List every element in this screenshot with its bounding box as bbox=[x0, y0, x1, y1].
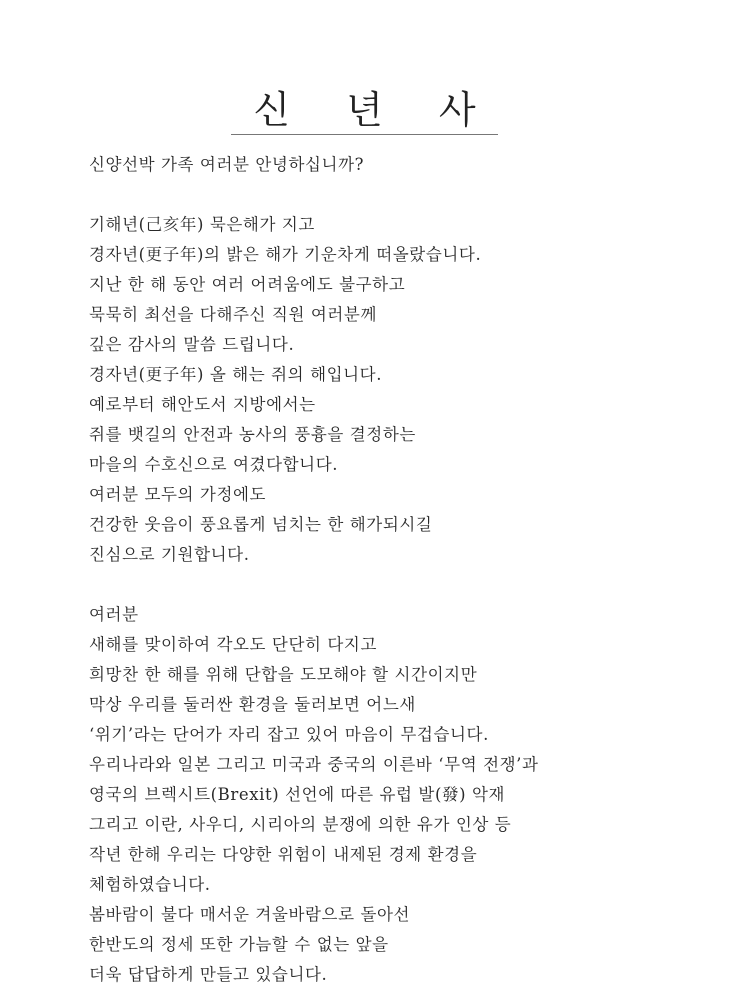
text-line: 경자년(更子年) 올 해는 쥐의 해입니다. bbox=[89, 365, 383, 384]
text-line: 여러분 bbox=[89, 605, 139, 624]
text-line: 예로부터 해안도서 지방에서는 bbox=[89, 395, 316, 414]
page-title: 신 년 사 bbox=[231, 88, 497, 135]
text-line: 봄바람이 불다 매서운 겨울바람으로 돌아선 bbox=[89, 905, 411, 924]
text-line: 막상 우리를 둘러싼 환경을 둘러보면 어느새 bbox=[89, 695, 416, 714]
text-line: 마을의 수호신으로 여겼다합니다. bbox=[89, 455, 339, 474]
text-line: 지난 한 해 동안 여러 어려움에도 불구하고 bbox=[89, 275, 406, 294]
text-line: 깊은 감사의 말씀 드립니다. bbox=[89, 335, 295, 354]
text-line: 더욱 답답하게 만들고 있습니다. bbox=[89, 965, 328, 984]
text-line: 기해년(己亥年) 묵은해가 지고 bbox=[89, 215, 315, 234]
text-line: 건강한 웃음이 풍요롭게 넘치는 한 해가되시길 bbox=[89, 515, 433, 534]
text-line: 우리나라와 일본 그리고 미국과 중국의 이른바 ‘무역 전쟁’과 bbox=[89, 755, 539, 774]
text-line: 쥐를 뱃길의 안전과 농사의 풍흉을 결정하는 bbox=[89, 425, 416, 444]
text-line: 경자년(更子年)의 밝은 해가 기운차게 떠올랐습니다. bbox=[89, 245, 482, 264]
text-line: 새해를 맞이하여 각오도 단단히 다지고 bbox=[89, 635, 378, 654]
text-line: 그리고 이란, 사우디, 시리아의 분쟁에 의한 유가 인상 등 bbox=[89, 815, 512, 834]
title-block bbox=[0, 88, 729, 135]
text-line: 여러분 모두의 가정에도 bbox=[89, 485, 267, 504]
text-line: 체험하였습니다. bbox=[89, 875, 211, 894]
greeting-line: 신양선박 가족 여러분 안녕하십니까? bbox=[89, 155, 365, 174]
letter-body bbox=[89, 150, 719, 990]
text-line: 진심으로 기원합니다. bbox=[89, 545, 250, 564]
text-line: 작년 한해 우리는 다양한 위험이 내제된 경제 환경을 bbox=[89, 845, 478, 864]
text-line: 희망찬 한 해를 위해 단합을 도모해야 할 시간이지만 bbox=[89, 665, 478, 684]
paragraph-1 bbox=[89, 210, 719, 570]
paragraph-2 bbox=[89, 600, 719, 990]
paragraph-spacer bbox=[89, 180, 719, 210]
text-line: 영국의 브렉시트(Brexit) 선언에 따른 유럽 발(發) 악재 bbox=[89, 785, 506, 804]
paragraph-spacer bbox=[89, 570, 719, 600]
text-line: 묵묵히 최선을 다해주신 직원 여러분께 bbox=[89, 305, 378, 324]
text-line: ‘위기’라는 단어가 자리 잡고 있어 마음이 무겁습니다. bbox=[89, 725, 489, 744]
text-line: 한반도의 정세 또한 가늠할 수 없는 앞을 bbox=[89, 935, 389, 954]
